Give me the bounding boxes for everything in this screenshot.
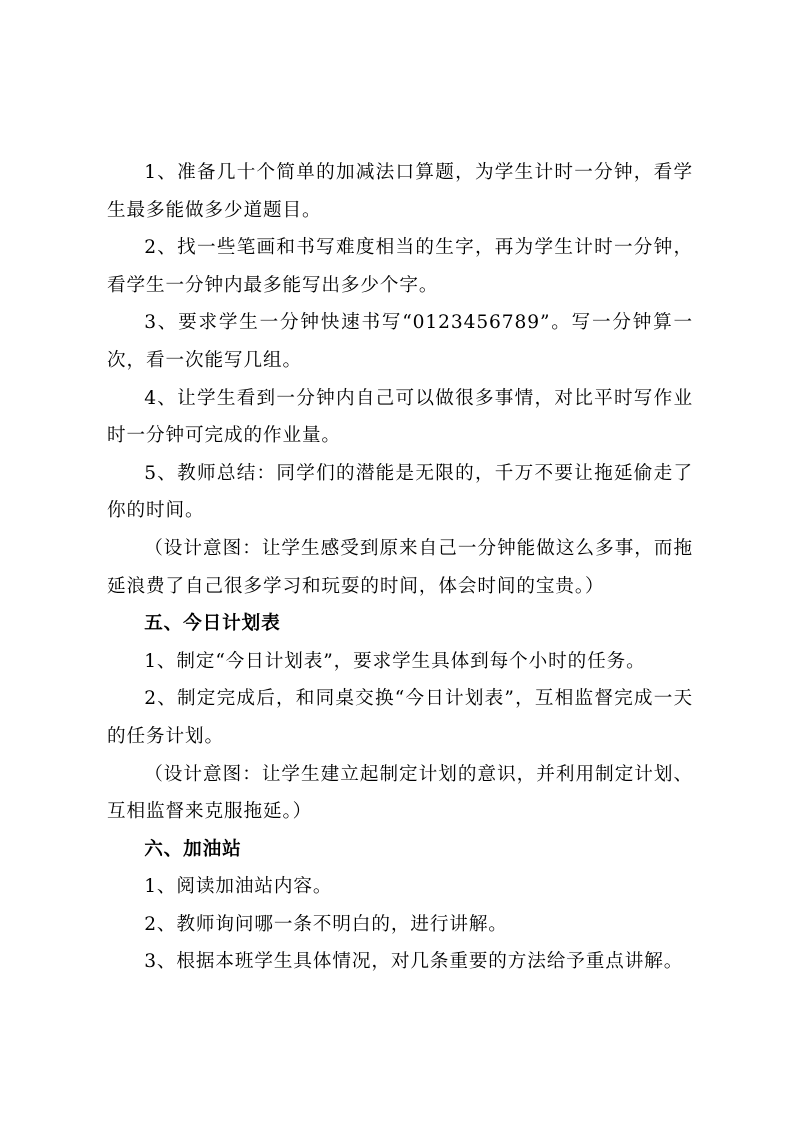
- paragraph-design-intent-1: （设计意图：让学生感受到原来自己一分钟能做这么多事，而拖延浪费了自己很多学习和玩耍的时间，体会时间的宝贵。）: [107, 537, 693, 597]
- paragraph-step-4: 4、让学生看到一分钟内自己可以做很多事情，对比平时写作业时一分钟可完成的作业量。: [107, 387, 693, 447]
- paragraph-step-5: 5、教师总结：同学们的潜能是无限的，千万不要让拖延偷走了你的时间。: [107, 462, 693, 522]
- paragraph-refuel-step-1: 1、阅读加油站内容。: [144, 876, 333, 898]
- paragraph-refuel-step-2: 2、教师询问哪一条不明白的，进行讲解。: [144, 913, 508, 935]
- section-heading-refuel-station: 六、加油站: [144, 838, 242, 860]
- paragraph-step-3: 3、要求学生一分钟快速书写“0123456789”。写一分钟算一次，看一次能写几组。: [107, 312, 693, 371]
- paragraph-plan-step-2: 2、制定完成后，和同桌交换“今日计划表”，互相监督完成一天的任务计划。: [107, 688, 693, 747]
- paragraph-plan-step-1: 1、制定“今日计划表”，要求学生具体到每个小时的任务。: [144, 650, 646, 672]
- paragraph-step-2: 2、找一些笔画和书写难度相当的生字，再为学生计时一分钟，看学生一分钟内最多能写出多少个字。: [107, 237, 693, 296]
- paragraph-design-intent-2: （设计意图：让学生建立起制定计划的意识，并利用制定计划、互相监督来克服拖延。）: [107, 763, 693, 823]
- paragraph-refuel-step-3: 3、根据本班学生具体情况，对几条重要的方法给予重点讲解。: [144, 951, 684, 973]
- paragraph-step-1: 1、准备几十个简单的加减法口算题，为学生计时一分钟，看学生最多能做多少道题目。: [107, 162, 693, 221]
- section-heading-daily-plan: 五、今日计划表: [144, 613, 281, 635]
